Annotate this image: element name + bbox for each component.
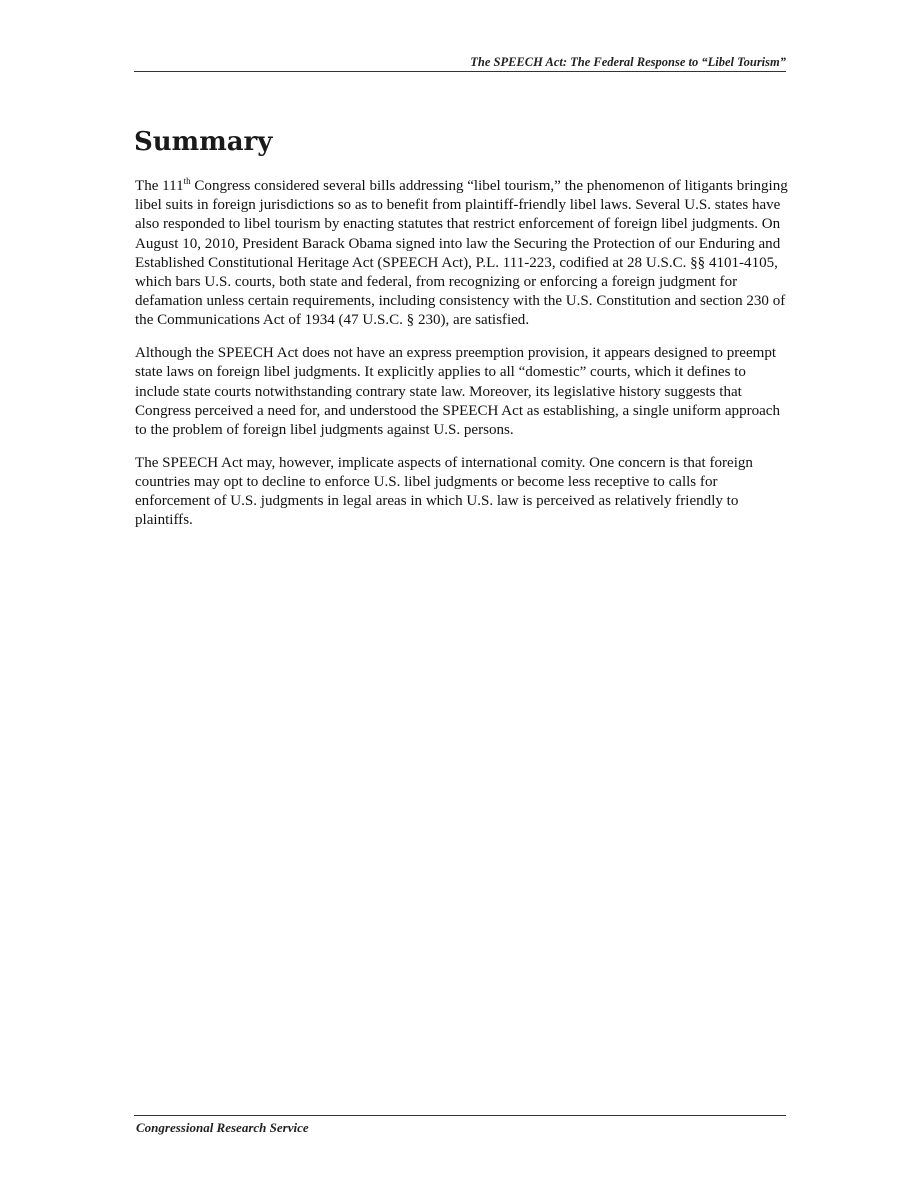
paragraph-1-text: Congress considered several bills addressing “libel tourism,” the phenomenon of litigants bringing libel suits in foreign jurisdictions so as to benefit from plaintiff-friendly libel laws. Several U.S. states have also responded to libel tourism by enacting statutes that restrict enforcement of foreign libel judgments. On August 10, 2010, President Barack Obama signed into law the Securing the Protection of our Enduring and Established Constitutional Heritage Act (SPEECH Act), P.L. 111-223, codified at 28 U.S.C. §§ 4101-4105, which bars U.S. courts, both state and federal, from recognizing or enforcing a foreign judgment for defamation unless certain requirements, including consistency with the U.S. Constitution and section 230 of the Communications Act of 1934 (47 U.S.C. § 230), are satisfied. xyxy=(135,178,788,329)
paragraph-1-lead: The 111 xyxy=(135,178,184,194)
summary-paragraph-3: The SPEECH Act may, however, implicate aspects of international comity. One concern is that foreign countries may opt to decline to enforce U.S. libel judgments or become less receptive to calls for enforcement of U.S. judgments in legal areas in which U.S. law is perceived as relatively friendly to plaintiffs. xyxy=(135,454,753,529)
summary-body xyxy=(135,177,790,544)
summary-paragraph-2: Although the SPEECH Act does not have an express preemption provision, it appears designed to preempt state laws on foreign libel judgments. It explicitly applies to all “domestic” courts, which it defines to include state courts notwithstanding contrary state law. Moreover, its legislative history suggests that Congress perceived a need for, and understood the SPEECH Act as establishing, a single uniform approach to the problem of foreign libel judgments against U.S. persons. xyxy=(135,345,781,438)
running-header-title: The SPEECH Act: The Federal Response to “Libel Tourism” xyxy=(470,55,786,69)
ordinal-superscript: th xyxy=(183,176,191,186)
summary-paragraph-1 xyxy=(135,177,790,331)
page-title: Summary xyxy=(134,127,273,157)
footer-divider xyxy=(134,1115,786,1116)
running-footer: Congressional Research Service xyxy=(136,1120,309,1135)
running-header xyxy=(134,54,786,72)
